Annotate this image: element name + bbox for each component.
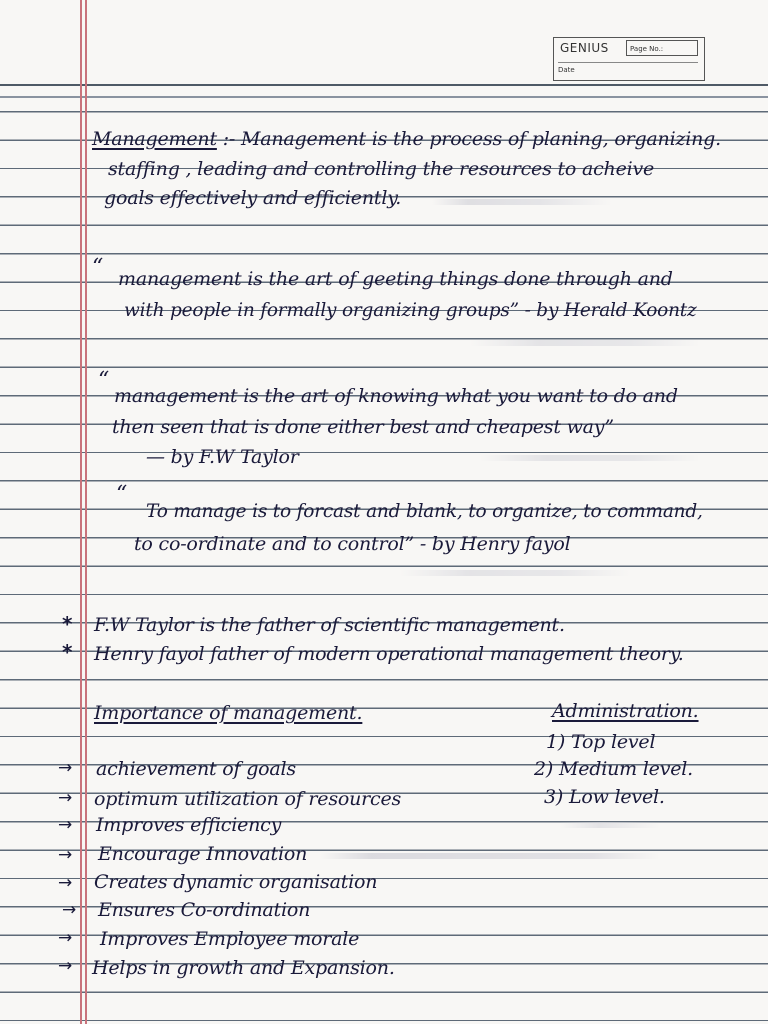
administration-level-2: 2) Medium level.	[534, 758, 693, 780]
quote-2-line-3: — by F.W Taylor	[146, 446, 299, 468]
administration-level-1: 1) Top level	[546, 731, 656, 753]
importance-item-2-arrow: →	[58, 788, 73, 808]
importance-item-7-arrow: →	[58, 928, 73, 948]
importance-item-6-arrow: →	[62, 900, 77, 920]
importance-item-8-arrow: →	[58, 956, 73, 976]
header-rule-secondary	[0, 96, 768, 98]
importance-item-1: achievement of goals	[96, 758, 296, 780]
definition-text-1: Management is the process of planing, organizing.	[241, 128, 721, 150]
importance-item-1-arrow: →	[58, 758, 73, 778]
definition-line-3: goals effectively and efficiently.	[104, 187, 402, 209]
notebook-brand: GENIUS	[560, 41, 609, 55]
quote-1-line-1: management is the art of geeting things done through and	[118, 268, 673, 290]
quote-1-line-2: with people in formally organizing groups” - by Herald Koontz	[124, 300, 697, 321]
header-rule	[0, 84, 768, 86]
show-through-smudge-4	[400, 570, 630, 576]
importance-item-2: optimum utilization of resources	[94, 788, 402, 810]
importance-item-5-arrow: →	[58, 873, 73, 893]
page-number-field: Page No.:	[626, 40, 698, 56]
notebook-stamp	[553, 37, 705, 81]
fact-2-text: Henry fayol father of modern operational management theory.	[94, 643, 684, 665]
definition-line-1	[92, 128, 721, 150]
administration-level-3: 3) Low level.	[544, 786, 665, 808]
quote-2-line-1: management is the art of knowing what you want to do and	[114, 385, 678, 407]
quote-3-line-2: to co-ordinate and to control” - by Henry fayol	[134, 533, 571, 555]
quote-2-line-2: then seen that is done either best and cheapest way”	[112, 416, 614, 438]
definition-line-2: staffing , leading and controlling the resources to acheive	[108, 158, 655, 180]
importance-item-3-arrow: →	[58, 815, 73, 835]
quote-1-mark: “	[92, 255, 104, 280]
importance-item-5: Creates dynamic organisation	[94, 871, 378, 893]
date-field: Date	[558, 62, 698, 77]
margin-line-right	[85, 0, 87, 1024]
fact-2-bullet: *	[62, 640, 73, 664]
definition-separator: :-	[222, 128, 236, 150]
quote-3-line-1: To manage is to forcast and blank, to organize, to command,	[146, 501, 703, 522]
show-through-smudge-1	[432, 199, 612, 205]
importance-item-4: Encourage Innovation	[98, 843, 308, 865]
show-through-smudge-5	[320, 853, 660, 859]
show-through-smudge-2	[470, 340, 700, 346]
importance-item-8: Helps in growth and Expansion.	[92, 957, 395, 979]
importance-heading: Importance of management.	[94, 702, 363, 724]
quote-3-mark: “	[116, 482, 128, 507]
margin-line-left	[80, 0, 82, 1024]
quote-2-mark: “	[98, 368, 110, 393]
importance-item-7: Improves Employee morale	[100, 928, 360, 950]
show-through-smudge-3	[480, 455, 700, 461]
definition-term: Management	[92, 128, 217, 150]
importance-item-6: Ensures Co-ordination	[98, 899, 311, 921]
importance-item-3: Improves efficiency	[96, 814, 282, 836]
show-through-smudge-6	[560, 822, 660, 828]
fact-1-text: F.W Taylor is the father of scientific management.	[94, 614, 565, 636]
fact-1-bullet: *	[62, 612, 73, 636]
administration-heading: Administration.	[552, 700, 699, 722]
importance-item-4-arrow: →	[58, 845, 73, 865]
